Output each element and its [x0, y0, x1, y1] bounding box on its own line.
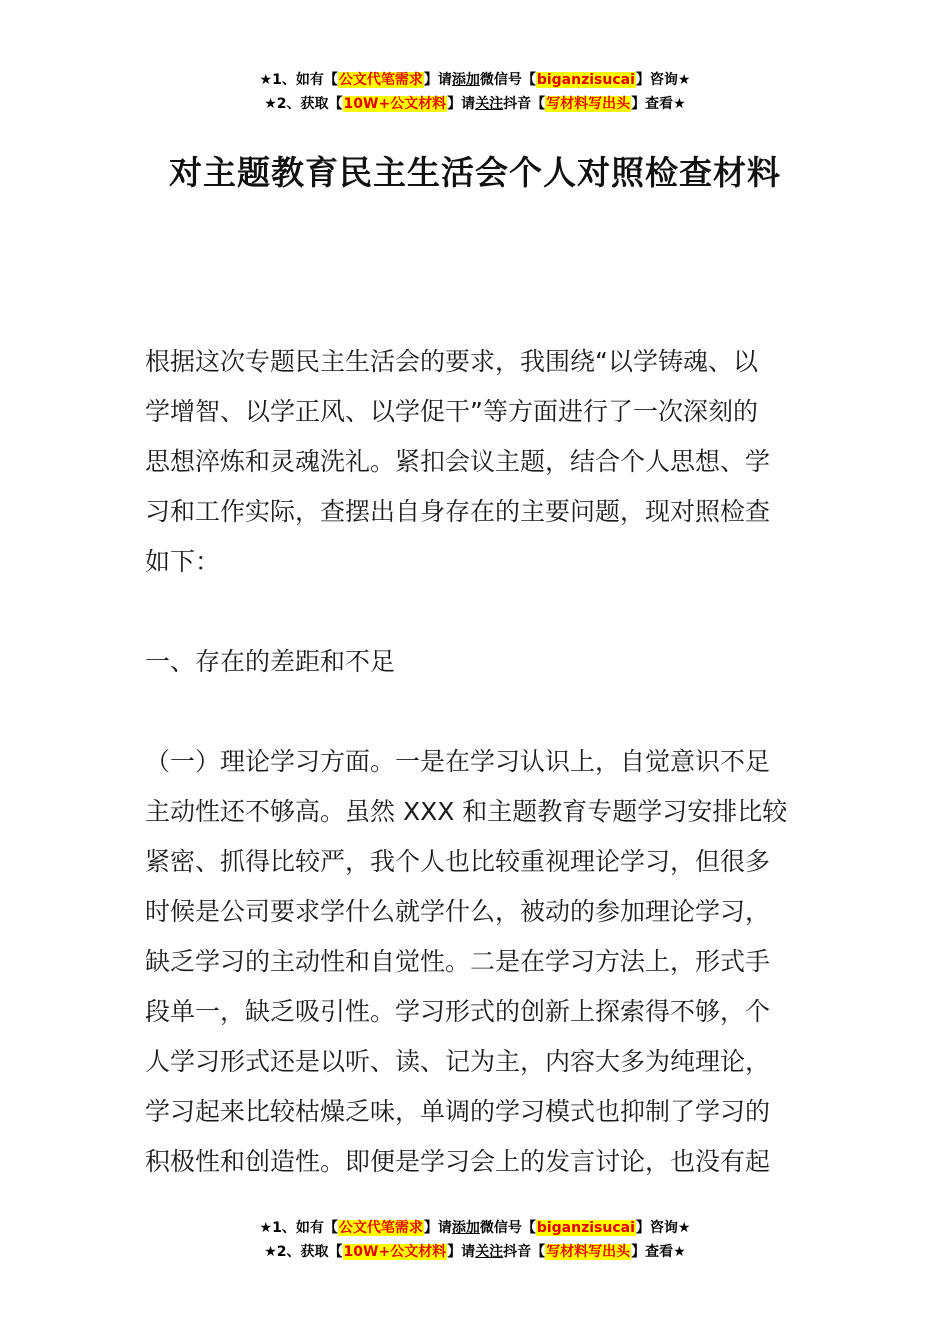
- banner-highlight: 10W+公文材料: [343, 96, 447, 112]
- text-line: 思想淬炼和灵魂洗礼。紧扣会议主题，结合个人思想、学: [145, 447, 771, 476]
- banner-text: 】请: [423, 1220, 452, 1236]
- banner-highlight: 公文代笔需求: [338, 1220, 423, 1236]
- text-line: 主动性还不够高。虽然 XXX 和主题教育专题学习安排比较: [145, 797, 788, 826]
- banner-text: 】查看★: [631, 1244, 686, 1260]
- banner-highlight: biganzisucai: [536, 72, 635, 88]
- banner-text: 抖音【: [503, 96, 546, 112]
- banner-text: 】查看★: [631, 96, 686, 112]
- text-line: 缺乏学习的主动性和自觉性。二是在学习方法上，形式手: [145, 947, 771, 976]
- text-line: 段单一，缺乏吸引性。学习形式的创新上探索得不够，个: [145, 997, 771, 1026]
- banner-text: 】请: [447, 1244, 476, 1260]
- intro-paragraph: [145, 337, 810, 587]
- footer-banner: [0, 1216, 950, 1264]
- text-line: 根据这次专题民主生活会的要求，我围绕“以学铸魂、以: [145, 347, 758, 376]
- banner-line-2: [0, 92, 950, 116]
- text-line: 积极性和创造性。即便是学习会上的发言讨论，也没有起: [145, 1147, 771, 1176]
- banner-text: 微信号【: [479, 72, 536, 88]
- text-line: 学增智、以学正风、以学促干”等方面进行了一次深刻的: [145, 397, 758, 426]
- banner-emphasis: 关注: [475, 1244, 504, 1260]
- banner-emphasis: 添加: [451, 1220, 480, 1236]
- banner-text: ★1、如有【: [259, 1220, 338, 1236]
- text-line: （一）理论学习方面。一是在学习认识上，自觉意识不足: [145, 747, 771, 776]
- banner-highlight: 公文代笔需求: [338, 72, 423, 88]
- text-line: 习和工作实际，查摆出自身存在的主要问题，现对照检查: [145, 497, 771, 526]
- banner-emphasis: 添加: [451, 72, 480, 88]
- text-line: 紧密、抓得比较严，我个人也比较重视理论学习，但很多: [145, 847, 771, 876]
- text-line: 人学习形式还是以听、读、记为主，内容大多为纯理论，: [145, 1047, 771, 1076]
- banner-text: 】咨询★: [635, 1220, 691, 1236]
- banner-line-1: [0, 1216, 950, 1240]
- header-banner: [0, 68, 950, 116]
- section-heading: [145, 637, 810, 687]
- document-title: 对主题教育民主生活会个人对照检查材料: [169, 153, 781, 192]
- banner-text: ★2、获取【: [264, 96, 343, 112]
- banner-text: ★2、获取【: [264, 1244, 343, 1260]
- banner-text: ★1、如有【: [259, 72, 338, 88]
- banner-highlight: 写材料写出头: [546, 96, 631, 112]
- text-line: 如下：: [145, 547, 221, 576]
- section-1-paragraph: [145, 737, 810, 1187]
- banner-text: 微信号【: [479, 1220, 536, 1236]
- banner-highlight: 10W+公文材料: [343, 1244, 447, 1260]
- text-line: 学习起来比较枯燥乏味，单调的学习模式也抑制了学习的: [145, 1097, 771, 1126]
- banner-text: 抖音【: [503, 1244, 546, 1260]
- section-heading-text: 一、存在的差距和不足: [145, 647, 396, 676]
- banner-line-2: [0, 1240, 950, 1264]
- text-line: 时候是公司要求学什么就学什么，被动的参加理论学习，: [145, 897, 771, 926]
- banner-text: 】请: [447, 96, 476, 112]
- banner-line-1: [0, 68, 950, 92]
- banner-emphasis: 关注: [475, 96, 504, 112]
- banner-highlight: 写材料写出头: [546, 1244, 631, 1260]
- banner-highlight: biganzisucai: [536, 1220, 635, 1236]
- banner-text: 】咨询★: [635, 72, 691, 88]
- banner-text: 】请: [423, 72, 452, 88]
